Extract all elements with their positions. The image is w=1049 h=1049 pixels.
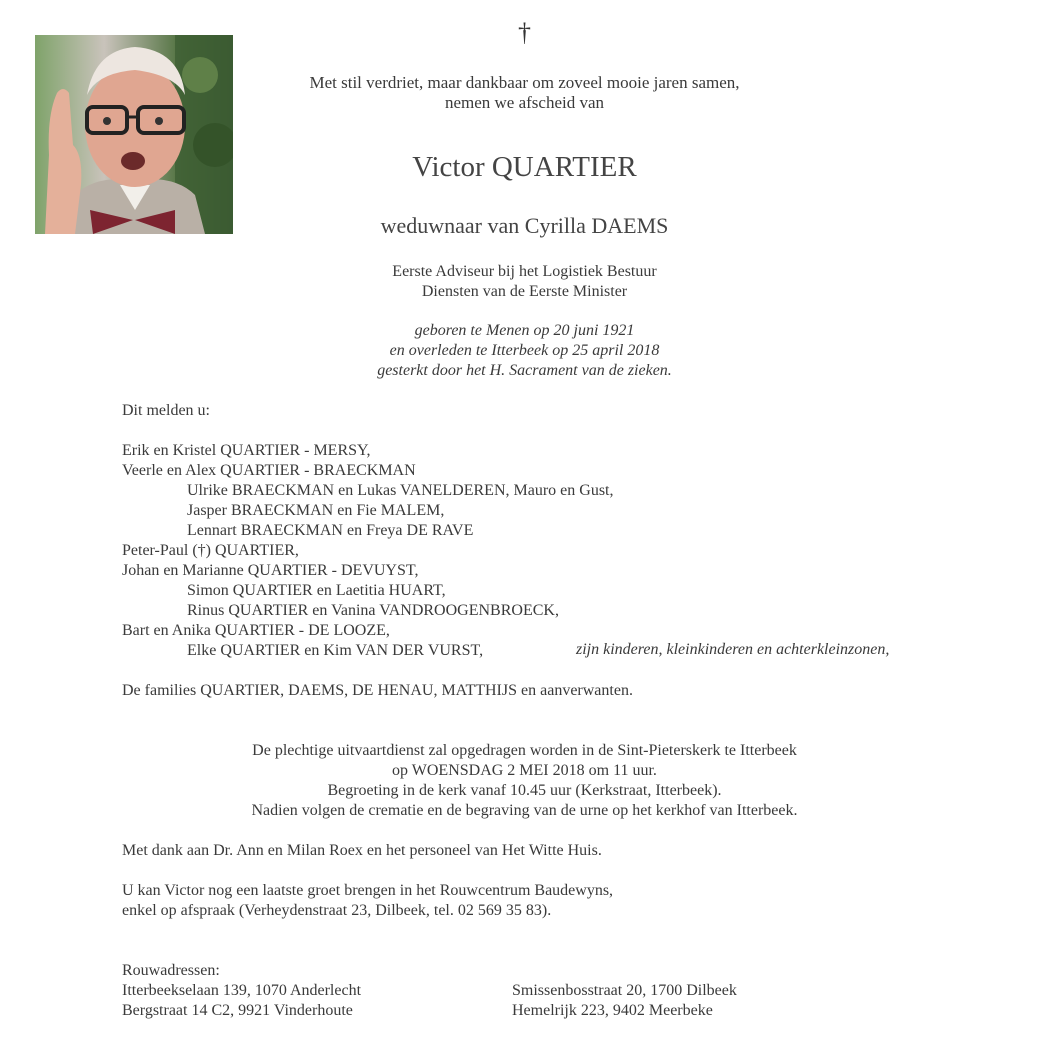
widow-line: weduwnaar van Cyrilla DAEMS [380, 213, 669, 238]
intro-line: Met stil verdriet, maar dankbaar om zoveel mooie jaren samen, [309, 73, 740, 92]
visit-line: enkel op afspraak (Verheydenstraat 23, Dilbeek, tel. 02 569 35 83). [122, 902, 552, 919]
announce-line: Dit melden u: [122, 402, 210, 419]
family-item: Peter-Paul (†) QUARTIER, [122, 542, 299, 559]
intro-text [0, 73, 1049, 113]
deceased-name: Victor QUARTIER [412, 151, 637, 183]
funeral-service-info [0, 741, 1049, 821]
service-line: De plechtige uitvaartdienst zal opgedragen worden in de Sint-Pieterskerk te Itterbeek [252, 742, 797, 759]
job-line: Diensten van de Eerste Minister [421, 283, 628, 300]
death-line: en overleden te Itterbeek op 25 april 2018 [389, 342, 660, 359]
birth-death-details [0, 321, 1049, 381]
family-item: Simon QUARTIER en Laetitia HUART, [187, 582, 446, 599]
family-note: zijn kinderen, kleinkinderen en achterkleinzonen, [576, 641, 890, 658]
service-line: Nadien volgen de crematie en de begraving van de urne op het kerkhof van Itterbeek. [251, 802, 798, 819]
family-item: Johan en Marianne QUARTIER - DEVUYST, [122, 562, 419, 579]
sacrament-line: gesterkt door het H. Sacrament van de zieken. [377, 362, 672, 379]
family-item: Veerle en Alex QUARTIER - BRAECKMAN [122, 462, 416, 479]
address-line: Smissenbosstraat 20, 1700 Dilbeek [512, 982, 737, 999]
family-item: Elke QUARTIER en Kim VAN DER VURST, [187, 642, 484, 659]
service-line: Begroeting in de kerk vanaf 10.45 uur (Kerkstraat, Itterbeek). [327, 782, 722, 799]
cross-symbol: † [518, 18, 531, 47]
address-line: Bergstraat 14 C2, 9921 Vinderhoute [122, 1002, 353, 1019]
family-item: Bart en Anika QUARTIER - DE LOOZE, [122, 622, 390, 639]
family-item: Jasper BRAECKMAN en Fie MALEM, [187, 502, 445, 519]
portrait-photo [35, 35, 233, 234]
family-list [122, 441, 613, 661]
families-line: De families QUARTIER, DAEMS, DE HENAU, MATTHIJS en aanverwanten. [122, 682, 633, 699]
family-item: Rinus QUARTIER en Vanina VANDROOGENBROECK, [187, 602, 559, 619]
service-line: op WOENSDAG 2 MEI 2018 om 11 uur. [392, 762, 657, 779]
addresses-left [122, 981, 361, 1021]
addresses-label: Rouwadressen: [122, 962, 220, 979]
family-item: Ulrike BRAECKMAN en Lukas VANELDEREN, Mauro en Gust, [187, 482, 614, 499]
intro-line: nemen we afscheid van [444, 93, 605, 112]
family-item: Erik en Kristel QUARTIER - MERSY, [122, 442, 371, 459]
visit-line: U kan Victor nog een laatste groet brengen in het Rouwcentrum Baudewyns, [122, 882, 614, 899]
addresses-right [512, 981, 737, 1021]
visit-info [122, 881, 613, 921]
job-title [0, 262, 1049, 302]
thanks-line: Met dank aan Dr. Ann en Milan Roex en het personeel van Het Witte Huis. [122, 842, 602, 859]
address-line: Itterbeekselaan 139, 1070 Anderlecht [122, 982, 362, 999]
family-item: Lennart BRAECKMAN en Freya DE RAVE [187, 522, 474, 539]
address-line: Hemelrijk 223, 9402 Meerbeke [512, 1002, 713, 1019]
birth-line: geboren te Menen op 20 juni 1921 [414, 322, 635, 339]
job-line: Eerste Adviseur bij het Logistiek Bestuur [392, 263, 657, 280]
